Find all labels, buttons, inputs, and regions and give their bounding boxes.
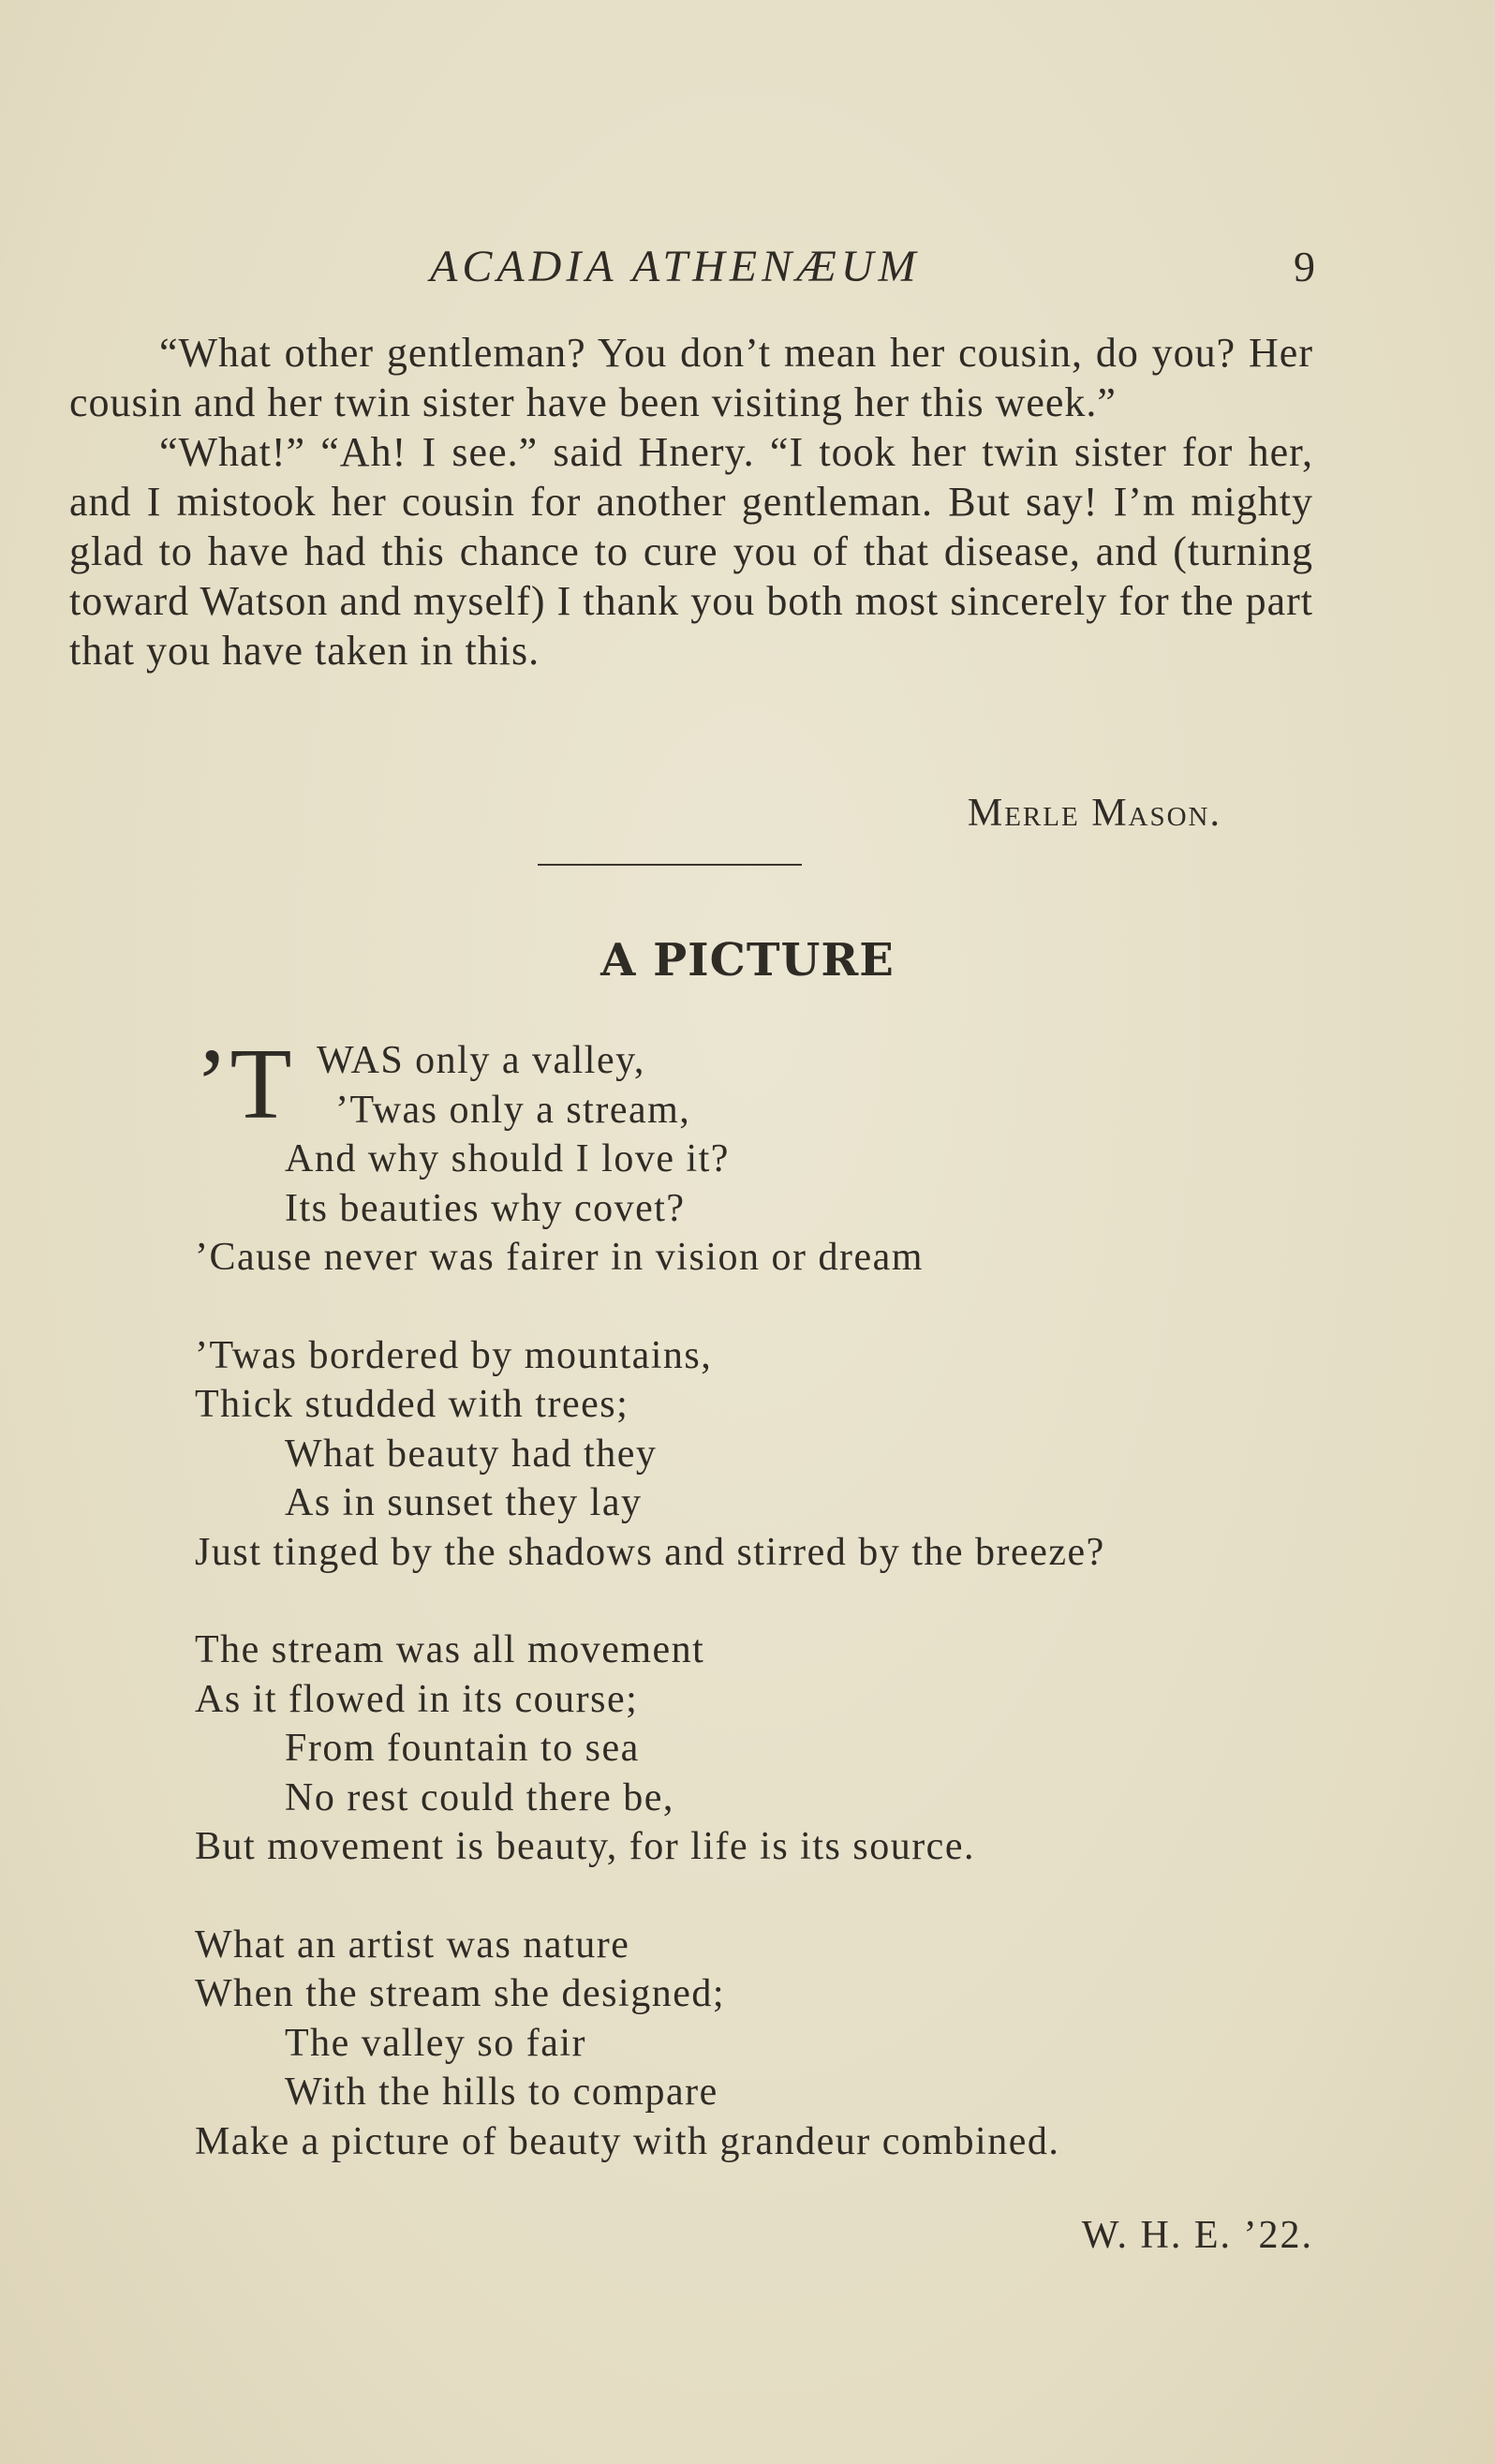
poem-line: The stream was all movement bbox=[195, 1628, 705, 1671]
poem-line: Thick studded with trees; bbox=[195, 1383, 629, 1426]
poem-attribution: W. H. E. ’22. bbox=[1081, 2214, 1313, 2257]
paragraph: “What!” “Ah! I see.” said Hnery. “I took her twin sister for her, and I mistook her cousin for another gentleman. But say! I’m mighty glad to have had this chance to cure you of that disease, and (turning toward Watson and myself) I thank you both most sincerely for the part that you have taken in this. bbox=[69, 429, 1313, 674]
poem-line: From fountain to sea bbox=[285, 1727, 640, 1770]
story-author-signature: Merle Mason. bbox=[967, 792, 1221, 835]
poem-line: ’Twas bordered by mountains, bbox=[195, 1333, 713, 1377]
poem-line: As in sunset they lay bbox=[285, 1481, 643, 1524]
page-number: 9 bbox=[1294, 243, 1315, 290]
stanza bbox=[195, 1625, 1319, 1872]
poem-line: As it flowed in its course; bbox=[195, 1677, 639, 1721]
paragraph: “What other gentleman? You don’t mean her cousin, do you? Her cousin and her twin sister have been visiting her this week.” bbox=[69, 330, 1313, 425]
poem-line: Just tinged by the shadows and stirred by the breeze? bbox=[195, 1530, 1105, 1574]
poem-line: What beauty had they bbox=[285, 1432, 658, 1476]
story-ending bbox=[69, 328, 1313, 675]
stanza bbox=[195, 1331, 1319, 1578]
drop-cap: ’T bbox=[195, 1029, 293, 1140]
running-head bbox=[69, 234, 1315, 300]
poem-line: The valley so fair bbox=[285, 2021, 587, 2065]
poem-line: No rest could there be, bbox=[285, 1775, 674, 1819]
poem-line: But movement is beauty, for life is its source. bbox=[195, 1825, 975, 1868]
poem-line: And why should I love it? bbox=[285, 1137, 730, 1180]
poem-line: Make a picture of beauty with grandeur combined. bbox=[195, 2119, 1060, 2163]
section-divider bbox=[538, 864, 802, 866]
poem-line: ’Cause never was fairer in vision or dream bbox=[195, 1236, 924, 1279]
poem-line: ’Twas only a stream, bbox=[335, 1088, 691, 1132]
poem-title: A PICTURE bbox=[600, 934, 895, 987]
poem-line: Its beauties why covet? bbox=[285, 1186, 686, 1230]
stanza bbox=[195, 1029, 1319, 1283]
first-line-text: WAS only a valley, bbox=[317, 1039, 645, 1082]
poem-line: When the stream she designed; bbox=[195, 1972, 725, 2015]
poem-line: What an artist was nature bbox=[195, 1922, 630, 1967]
poem bbox=[195, 1029, 1319, 2215]
stanza bbox=[195, 1921, 1319, 2167]
journal-title: ACADIA ATHENÆUM bbox=[430, 242, 921, 291]
poem-line: With the hills to compare bbox=[285, 2071, 718, 2114]
